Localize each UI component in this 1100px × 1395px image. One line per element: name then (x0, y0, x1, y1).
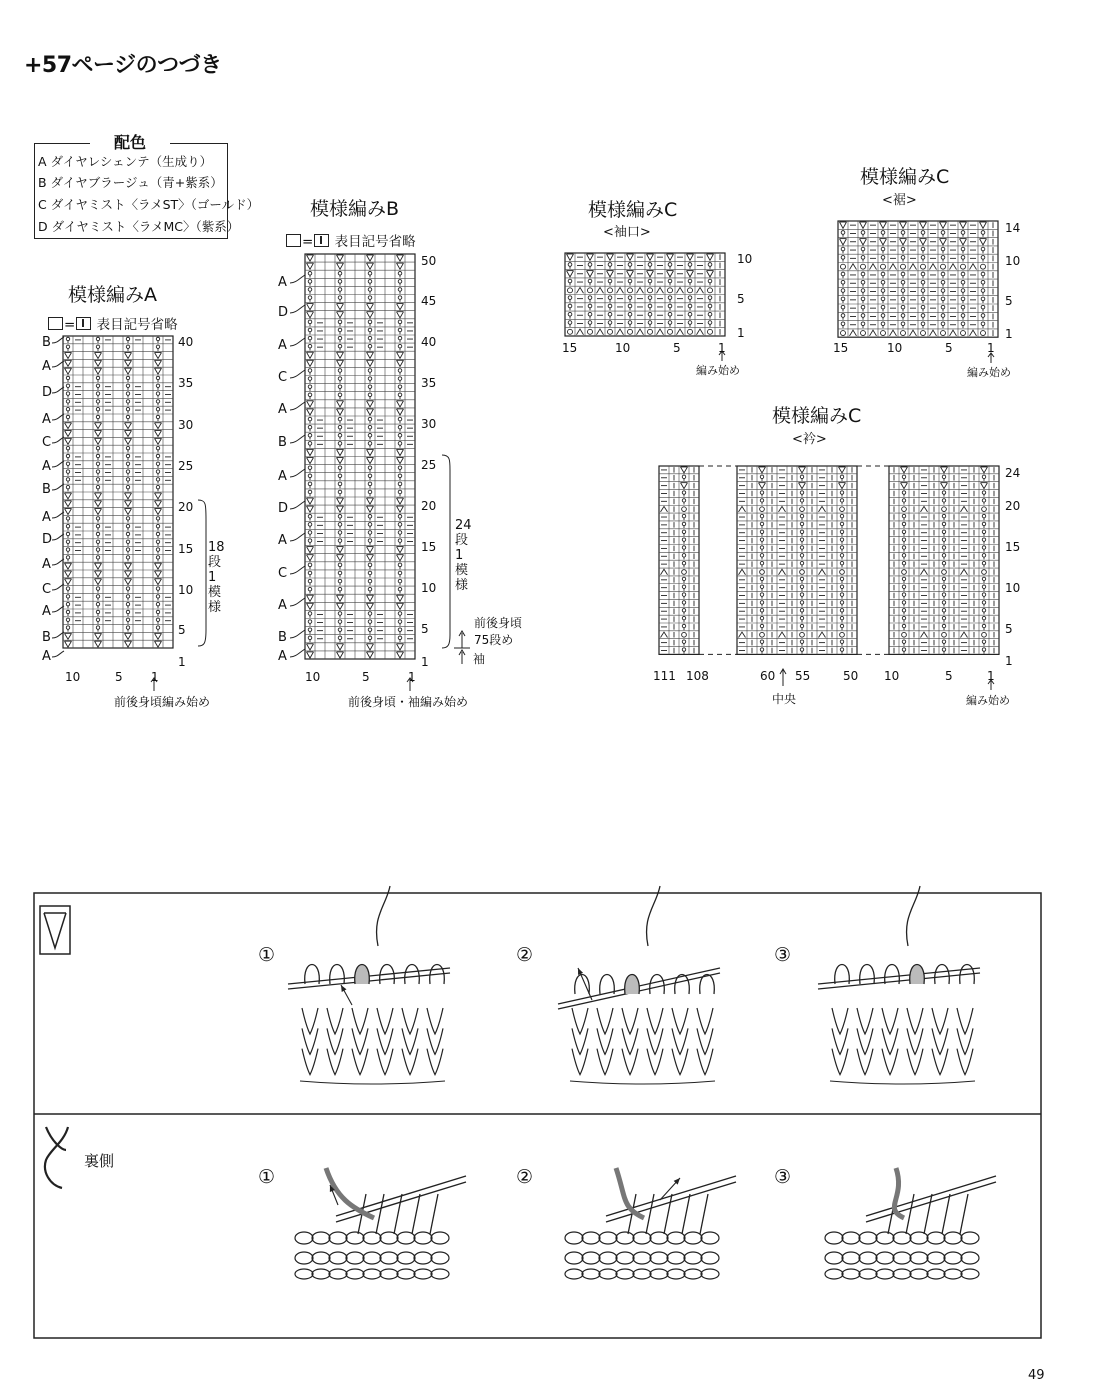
chart-a-row-label: 10 (178, 583, 194, 597)
chart-c-collar-title: 模様編みC (772, 405, 862, 427)
twist-step-3: ③ (774, 1166, 792, 1188)
chart-b-color-row-label: A (278, 598, 287, 613)
chart-a-note: = 表目記号省略 (47, 313, 178, 333)
chart-c-collar-start: 編み始め (966, 694, 1010, 707)
slip-step-2: ② (516, 944, 534, 966)
twist-step-2: ② (516, 1166, 534, 1188)
chart-c-cuff-row-label: 10 (737, 252, 753, 266)
chart-a-color-row-label: D (42, 385, 53, 400)
chart-c-cuff-col-label: 15 (562, 341, 578, 355)
chart-c-hem-col-label: 1 (987, 341, 995, 355)
color-legend-item-c: C ダイヤミスト〈ラメST〉（ゴールド） (38, 197, 260, 212)
chart-b-row-label: 25 (421, 458, 437, 472)
chart-a-row-label: 1 (178, 655, 186, 669)
chart-a-row-label: 15 (178, 542, 194, 556)
chart-a-row-label: 25 (178, 459, 194, 473)
chart-a-row-label: 40 (178, 335, 194, 349)
chart-b-row-label: 5 (421, 622, 429, 636)
chart-b-repeat: 24段1模様 (455, 518, 472, 593)
chart-c-collar-subtitle: <衿> (792, 432, 827, 447)
chart-c-hem-col-label: 15 (833, 341, 849, 355)
chart-b-col-label: 1 (408, 670, 416, 684)
chart-c-hem-start: 編み始め (967, 366, 1011, 379)
chart-c-cuff-col-label: 10 (615, 341, 631, 355)
chart-a-title: 模様編みA (68, 284, 157, 306)
chart-b-col-label: 5 (362, 670, 370, 684)
chart-b-color-row-label: A (278, 469, 287, 484)
chart-b-color-row-label: A (278, 649, 287, 664)
chart-a-color-row-label: A (42, 557, 51, 572)
chart-c-collar-row-label: 20 (1005, 499, 1021, 513)
continued-header: +57ページのつづき (24, 53, 222, 78)
chart-a-row-label: 35 (178, 376, 194, 390)
chart-c-cuff-row-label: 5 (737, 292, 745, 306)
chart-c-hem-row-label: 1 (1005, 327, 1013, 341)
chart-c-collar-row-label: 1 (1005, 654, 1013, 668)
chart-c-cuff-col-label: 5 (673, 341, 681, 355)
chart-b-title: 模様編みB (310, 198, 400, 220)
chart-b-color-row-label: A (278, 275, 287, 290)
chart-c-collar-row-label: 5 (1005, 622, 1013, 636)
chart-b-row-label: 1 (421, 655, 429, 669)
chart-a-repeat: 18段1模様 (208, 540, 225, 615)
chart-c-cuff-row-label: 1 (737, 326, 745, 340)
chart-c-collar-col-label: 10 (884, 669, 900, 683)
chart-a-row-label: 20 (178, 500, 194, 514)
chart-c-collar-col-label: 50 (843, 669, 859, 683)
chart-c-collar-col-label: 60 (760, 669, 776, 683)
chart-c-collar-col-label: 55 (795, 669, 811, 683)
chart-a-row-label: 30 (178, 418, 194, 432)
color-legend-item-b: B ダイヤブラージュ（青+紫系） (38, 175, 223, 190)
page-number: 49 (1028, 1368, 1045, 1383)
chart-c-collar-row-label: 24 (1005, 466, 1021, 480)
chart-c-collar-col-label: 108 (686, 669, 709, 683)
chart-c-hem-row-label: 5 (1005, 294, 1013, 308)
chart-b-row-label: 40 (421, 335, 437, 349)
chart-c-hem-row-label: 14 (1005, 221, 1021, 235)
chart-b-note: = 表目記号省略 (285, 230, 416, 250)
chart-c-hem-title: 模様編みC (860, 166, 950, 188)
chart-a-color-row-label: A (42, 459, 51, 474)
chart-b-row-label: 35 (421, 376, 437, 390)
chart-b-rows-75: 75段め (474, 633, 514, 647)
chart-b-row-label: 15 (421, 540, 437, 554)
chart-c-collar-row-label: 15 (1005, 540, 1021, 554)
chart-c-collar-col-label: 111 (653, 669, 676, 683)
chart-b-row-label: 20 (421, 499, 437, 513)
chart-a-col-label: 5 (115, 670, 123, 684)
color-legend-title: 配色 (90, 130, 170, 153)
chart-a-color-row-label: C (42, 582, 52, 597)
chart-c-collar-row-label: 10 (1005, 581, 1021, 595)
chart-b-sleeve: 袖 (473, 652, 486, 666)
color-legend-item-d: D ダイヤミスト〈ラメMC〉（紫系） (38, 219, 240, 234)
chart-a-col-label: 1 (151, 670, 159, 684)
chart-c-hem-row-label: 10 (1005, 254, 1021, 268)
chart-a-color-row-label: B (42, 335, 51, 350)
color-legend-item-a: A ダイヤレシェンテ（生成り） (38, 154, 213, 169)
chart-c-collar-center: 中央 (772, 692, 797, 706)
chart-b-row-label: 45 (421, 294, 437, 308)
chart-c-cuff-title: 模様編みC (588, 199, 678, 221)
chart-b-start: 前後身頃・袖編み始め (348, 695, 469, 709)
chart-c-hem-col-label: 5 (945, 341, 953, 355)
chart-b-color-row-label: D (278, 305, 289, 320)
chart-b-color-row-label: A (278, 533, 287, 548)
slip-step-1: ① (258, 944, 276, 966)
chart-a-color-row-label: D (42, 532, 53, 547)
chart-b-col-label: 10 (305, 670, 321, 684)
chart-a-color-row-label: B (42, 630, 51, 645)
chart-a-color-row-label: A (42, 510, 51, 525)
chart-b-color-row-label: B (278, 435, 287, 450)
chart-a-color-row-label: C (42, 435, 52, 450)
chart-c-collar-col-label: 1 (987, 669, 995, 683)
chart-b-color-row-label: C (278, 370, 288, 385)
chart-b-color-row-label: D (278, 501, 289, 516)
chart-a-color-row-label: A (42, 649, 51, 664)
chart-b-row-label: 30 (421, 417, 437, 431)
twist-purl-side-label: 裏側 (84, 1152, 115, 1170)
chart-b-note-text: 表目記号省略 (334, 234, 416, 250)
chart-c-hem-col-label: 10 (887, 341, 903, 355)
chart-b-color-row-label: B (278, 630, 287, 645)
slip-step-3: ③ (774, 944, 792, 966)
chart-c-hem-subtitle: <裾> (882, 193, 917, 208)
chart-a-col-label: 10 (65, 670, 81, 684)
chart-c-cuff-subtitle: <袖口> (603, 225, 651, 240)
chart-b-color-row-label: A (278, 338, 287, 353)
chart-b-row-label: 10 (421, 581, 437, 595)
chart-a-start: 前後身頃編み始め (114, 695, 211, 709)
chart-c-cuff-start: 編み始め (696, 364, 740, 377)
chart-b-color-row-label: C (278, 566, 288, 581)
chart-b-color-row-label: A (278, 402, 287, 417)
chart-b-row-label: 50 (421, 254, 437, 268)
chart-a-color-row-label: A (42, 359, 51, 374)
chart-a-note-text: 表目記号省略 (96, 317, 178, 333)
chart-a-color-row-label: B (42, 482, 51, 497)
twist-step-1: ① (258, 1166, 276, 1188)
chart-a-row-label: 5 (178, 623, 186, 637)
chart-c-collar-col-label: 5 (945, 669, 953, 683)
chart-c-cuff-col-label: 1 (718, 341, 726, 355)
chart-a-color-row-label: A (42, 412, 51, 427)
chart-b-front-back: 前後身頃 (474, 616, 523, 630)
chart-a-color-row-label: A (42, 604, 51, 619)
